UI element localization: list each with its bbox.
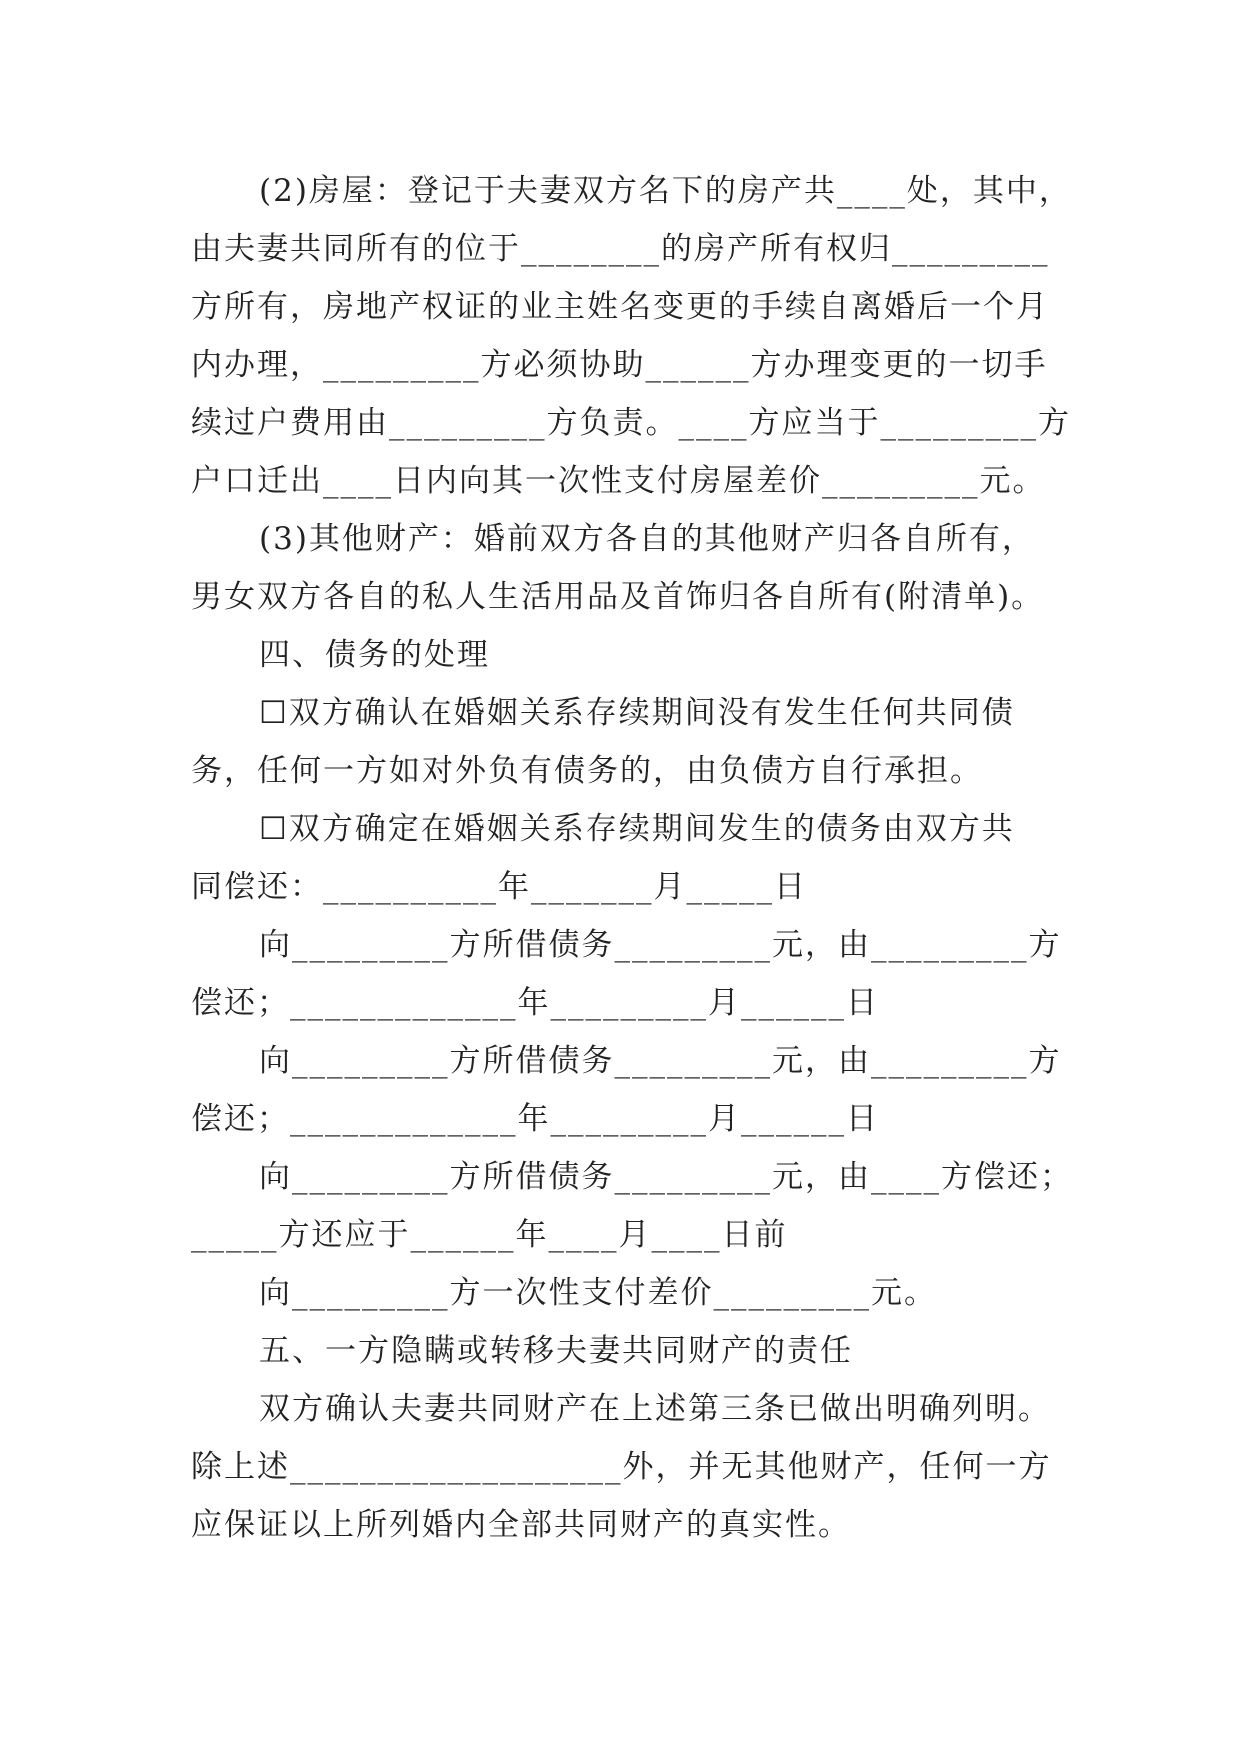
paragraph-line: 方所有，房地产权证的业主姓名变更的手续自离婚后一个月 — [191, 289, 1049, 325]
paragraph-line: 向_________方一次性支付差价_________元。 — [259, 1275, 937, 1311]
paragraph-line: (2)房屋：登记于夫妻双方名下的房产共____处，其中， — [259, 173, 1072, 209]
paragraph-line: 同偿还：__________年_______月_____日 — [191, 869, 807, 905]
paragraph-line: 应保证以上所列婚内全部共同财产的真实性。 — [191, 1507, 851, 1543]
paragraph-line: 户口迁出____日内向其一次性支付房屋差价_________元。 — [191, 463, 1046, 499]
paragraph-line: 务，任何一方如对外负有债务的，由负债方自行承担。 — [191, 753, 983, 789]
checkbox-option-no-debts: ☐双方确认在婚姻关系存续期间没有发生任何共同债 — [259, 695, 1015, 731]
paragraph-line: 向_________方所借债务_________元，由_________方 — [259, 927, 1062, 963]
section-heading-debts: 四、债务的处理 — [259, 637, 490, 673]
paragraph-line: _____方还应于______年____月____日前 — [191, 1217, 788, 1253]
paragraph-line: 续过户费用由_________方负责。____方应当于_________方 — [191, 405, 1071, 441]
paragraph-line: 内办理，_________方必须协助______方办理变更的一切手 — [191, 347, 1048, 383]
paragraph-line: 向_________方所借债务_________元，由_________方 — [259, 1043, 1062, 1079]
paragraph-line: 双方确认夫妻共同财产在上述第三条已做出明确列明。 — [259, 1391, 1051, 1427]
paragraph-line: 除上述___________________外，并无其他财产，任何一方 — [191, 1449, 1052, 1485]
section-heading-concealment: 五、一方隐瞒或转移夫妻共同财产的责任 — [259, 1333, 853, 1369]
paragraph-line: 男女双方各自的私人生活用品及首饰归各自所有(附清单)。 — [191, 579, 1045, 615]
paragraph-line: 向_________方所借债务_________元，由____方偿还； — [259, 1159, 1073, 1195]
document-body — [191, 162, 1071, 1554]
paragraph-line: 由夫妻共同所有的位于________的房产所有权归_________ — [191, 231, 1050, 267]
paragraph-line: 偿还；_____________年_________月______日 — [191, 1101, 879, 1137]
paragraph-line: (3)其他财产：婚前双方各自的其他财产归各自所有， — [259, 521, 1035, 557]
paragraph-line: 偿还；_____________年_________月______日 — [191, 985, 879, 1021]
checkbox-option-shared-debts: ☐双方确定在婚姻关系存续期间发生的债务由双方共 — [259, 811, 1015, 847]
